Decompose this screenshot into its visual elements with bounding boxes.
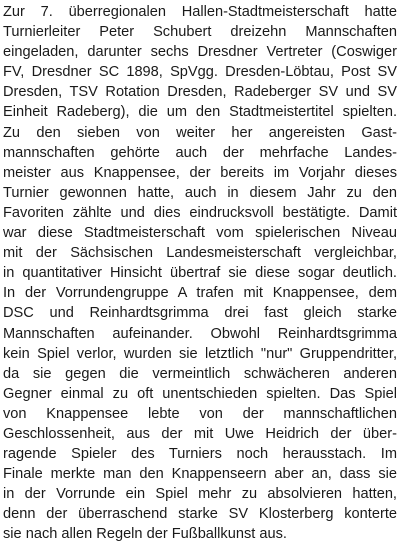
text-line: von Knappensee lebte von der mannschaftlichen	[3, 405, 397, 422]
text-line: DSC und Reinhardtsgrimma drei fast gleich starke	[3, 305, 397, 322]
text-line: Turnierleiter Peter Schubert dreizehn Mannschaften	[3, 24, 397, 41]
text-line: Finale merkte man den Knappenseern aber an, dass sie	[3, 466, 397, 483]
text-line: Geschlossenheit, aus der mit Uwe Heidrich der über-	[3, 425, 397, 442]
text-line: mannschaften gehörte auch der mehrfache Landes-	[3, 144, 397, 161]
text-line: Zu den sieben von weiter her angereisten Gast-	[3, 124, 397, 141]
text-line: eingeladen, darunter sechs Dresdner Vertreter (Coswiger	[3, 44, 397, 61]
text-line: Gegner einmal zu oft unentschieden spielten. Das Spiel	[3, 385, 397, 402]
text-line: in der Vorrunde ein Spiel mehr zu absolvieren hatten,	[3, 486, 397, 503]
text-line: Mannschaften aufeinander. Obwohl Reinhardtsgrimma	[3, 325, 397, 342]
article-paragraph	[3, 2, 397, 545]
text-line: Favoriten zählte und dies eindrucksvoll bestätigte. Damit	[3, 204, 397, 221]
text-line: denn der überraschend starke SV Klosterberg konterte	[3, 506, 397, 523]
text-line: ragende Spieler des Turniers noch herausstach. Im	[3, 446, 397, 463]
text-line: Zur 7. überregionalen Hallen-Stadtmeisterschaft hatte	[3, 4, 397, 20]
text-line: kein Spiel verlor, wurden sie letztlich "nur" Gruppendritter,	[3, 345, 397, 362]
text-line: Einheit Radeberg), die um den Stadtmeistertitel spielten.	[3, 104, 397, 121]
text-line: In der Vorrundengruppe A trafen mit Knappensee, dem	[3, 285, 397, 302]
text-line: Dresden, TSV Rotation Dresden, Radeberger SV und SV	[3, 84, 397, 101]
text-line: war diese Stadtmeisterschaft vom spielerischen Niveau	[3, 225, 397, 242]
text-line: meister aus Knappensee, der bereits im Vorjahr dieses	[3, 164, 397, 181]
text-line: Turnier gewonnen hatte, auch in diesem Jahr zu den	[3, 184, 397, 201]
text-line: in quantitativer Hinsicht übertraf sie diese sogar deutlich.	[3, 265, 397, 282]
text-line: da sie gegen die vermeintlich schwächeren anderen	[3, 365, 397, 382]
text-line: FV, Dresdner SC 1898, SpVgg. Dresden-Löbtau, Post SV	[3, 64, 397, 81]
text-line: sie nach allen Regeln der Fußballkunst aus.	[3, 526, 287, 543]
text-line: mit der Sächsischen Landesmeisterschaft vergleichbar,	[3, 245, 397, 262]
